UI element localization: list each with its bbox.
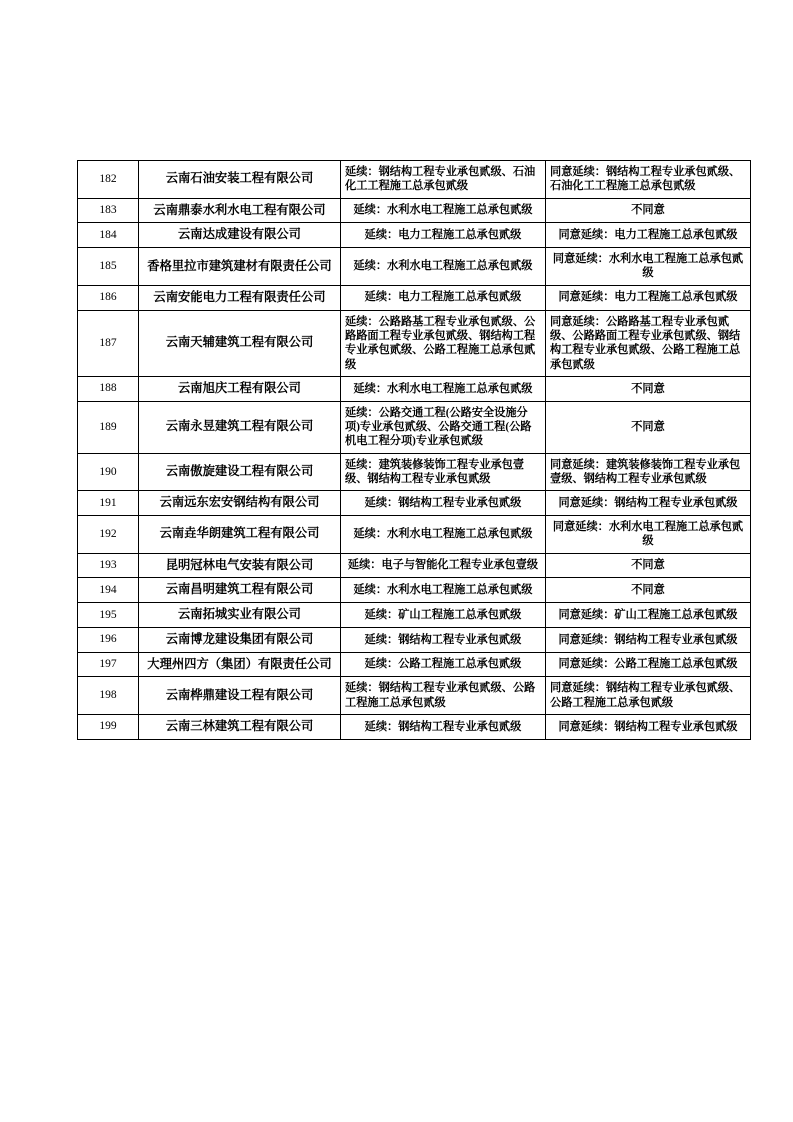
company-name: 香格里拉市建筑建材有限责任公司 xyxy=(139,248,341,286)
qualification-table xyxy=(77,160,751,740)
review-result: 同意延续：钢结构工程专业承包贰级 xyxy=(546,491,751,516)
review-result: 同意延续：矿山工程施工总承包贰级 xyxy=(546,603,751,628)
application-item: 延续：电力工程施工总承包贰级 xyxy=(341,223,546,248)
company-name: 云南三林建筑工程有限公司 xyxy=(139,714,341,739)
review-result: 同意延续：钢结构工程专业承包贰级、石油化工工程施工总承包贰级 xyxy=(546,161,751,199)
row-index: 187 xyxy=(78,310,139,376)
row-index: 197 xyxy=(78,652,139,677)
application-item: 延续：公路路基工程专业承包贰级、公路路面工程专业承包贰级、钢结构工程专业承包贰级、公路工程施工总承包贰级 xyxy=(341,310,546,376)
review-result: 同意延续：电力工程施工总承包贰级 xyxy=(546,223,751,248)
table-row xyxy=(78,248,751,286)
company-name: 云南永昱建筑工程有限公司 xyxy=(139,401,341,453)
company-name: 云南远东宏安钢结构有限公司 xyxy=(139,491,341,516)
row-index: 189 xyxy=(78,401,139,453)
review-result: 同意延续：钢结构工程专业承包贰级 xyxy=(546,627,751,652)
review-result: 同意延续：水利水电工程施工总承包贰级 xyxy=(546,515,751,553)
review-result: 不同意 xyxy=(546,578,751,603)
company-name: 云南拓城实业有限公司 xyxy=(139,603,341,628)
application-item: 延续：电力工程施工总承包贰级 xyxy=(341,285,546,310)
table-row xyxy=(78,491,751,516)
table-row xyxy=(78,627,751,652)
row-index: 199 xyxy=(78,714,139,739)
company-name: 云南鼎泰水利水电工程有限公司 xyxy=(139,198,341,223)
application-item: 延续：公路交通工程(公路安全设施分项)专业承包贰级、公路交通工程(公路机电工程分项)专业承包贰级 xyxy=(341,401,546,453)
application-item: 延续：矿山工程施工总承包贰级 xyxy=(341,603,546,628)
company-name: 云南安能电力工程有限责任公司 xyxy=(139,285,341,310)
review-result: 同意延续：公路路基工程专业承包贰级、公路路面工程专业承包贰级、钢结构工程专业承包贰级、公路工程施工总承包贰级 xyxy=(546,310,751,376)
table-row xyxy=(78,161,751,199)
table-row xyxy=(78,553,751,578)
company-name: 云南达成建设有限公司 xyxy=(139,223,341,248)
table-row xyxy=(78,401,751,453)
application-item: 延续：公路工程施工总承包贰级 xyxy=(341,652,546,677)
review-result: 同意延续：钢结构工程专业承包贰级、公路工程施工总承包贰级 xyxy=(546,677,751,715)
table-row xyxy=(78,578,751,603)
table-row xyxy=(78,515,751,553)
company-name: 云南博龙建设集团有限公司 xyxy=(139,627,341,652)
application-item: 延续：水利水电工程施工总承包贰级 xyxy=(341,578,546,603)
row-index: 188 xyxy=(78,376,139,401)
application-item: 延续：电子与智能化工程专业承包壹级 xyxy=(341,553,546,578)
company-name: 云南石油安装工程有限公司 xyxy=(139,161,341,199)
row-index: 184 xyxy=(78,223,139,248)
company-name: 云南旭庆工程有限公司 xyxy=(139,376,341,401)
row-index: 185 xyxy=(78,248,139,286)
table-row xyxy=(78,603,751,628)
table-row xyxy=(78,652,751,677)
company-name: 云南垚华朗建筑工程有限公司 xyxy=(139,515,341,553)
row-index: 186 xyxy=(78,285,139,310)
table-row xyxy=(78,223,751,248)
review-result: 不同意 xyxy=(546,553,751,578)
row-index: 195 xyxy=(78,603,139,628)
qualification-table-container xyxy=(77,160,744,740)
review-result: 同意延续：电力工程施工总承包贰级 xyxy=(546,285,751,310)
table-body xyxy=(78,161,751,740)
row-index: 196 xyxy=(78,627,139,652)
company-name: 云南昌明建筑工程有限公司 xyxy=(139,578,341,603)
row-index: 193 xyxy=(78,553,139,578)
table-row xyxy=(78,714,751,739)
application-item: 延续：钢结构工程专业承包贰级 xyxy=(341,714,546,739)
application-item: 延续：钢结构工程专业承包贰级 xyxy=(341,491,546,516)
review-result: 不同意 xyxy=(546,198,751,223)
review-result: 同意延续：建筑装修装饰工程专业承包壹级、钢结构工程专业承包贰级 xyxy=(546,453,751,491)
company-name: 大理州四方（集团）有限责任公司 xyxy=(139,652,341,677)
application-item: 延续：水利水电工程施工总承包贰级 xyxy=(341,515,546,553)
table-row xyxy=(78,285,751,310)
row-index: 182 xyxy=(78,161,139,199)
table-row xyxy=(78,453,751,491)
application-item: 延续：钢结构工程专业承包贰级、公路工程施工总承包贰级 xyxy=(341,677,546,715)
review-result: 同意延续：水利水电工程施工总承包贰级 xyxy=(546,248,751,286)
review-result: 同意延续：钢结构工程专业承包贰级 xyxy=(546,714,751,739)
table-row xyxy=(78,198,751,223)
application-item: 延续：建筑装修装饰工程专业承包壹级、钢结构工程专业承包贰级 xyxy=(341,453,546,491)
row-index: 194 xyxy=(78,578,139,603)
application-item: 延续：水利水电工程施工总承包贰级 xyxy=(341,198,546,223)
row-index: 198 xyxy=(78,677,139,715)
row-index: 191 xyxy=(78,491,139,516)
application-item: 延续：水利水电工程施工总承包贰级 xyxy=(341,248,546,286)
application-item: 延续：钢结构工程专业承包贰级、石油化工工程施工总承包贰级 xyxy=(341,161,546,199)
table-row xyxy=(78,677,751,715)
application-item: 延续：水利水电工程施工总承包贰级 xyxy=(341,376,546,401)
row-index: 192 xyxy=(78,515,139,553)
company-name: 云南桦鼎建设工程有限公司 xyxy=(139,677,341,715)
review-result: 同意延续：公路工程施工总承包贰级 xyxy=(546,652,751,677)
row-index: 190 xyxy=(78,453,139,491)
table-row xyxy=(78,310,751,376)
company-name: 云南天辅建筑工程有限公司 xyxy=(139,310,341,376)
row-index: 183 xyxy=(78,198,139,223)
application-item: 延续：钢结构工程专业承包贰级 xyxy=(341,627,546,652)
company-name: 昆明冠林电气安装有限公司 xyxy=(139,553,341,578)
table-row xyxy=(78,376,751,401)
review-result: 不同意 xyxy=(546,401,751,453)
review-result: 不同意 xyxy=(546,376,751,401)
company-name: 云南傲旋建设工程有限公司 xyxy=(139,453,341,491)
